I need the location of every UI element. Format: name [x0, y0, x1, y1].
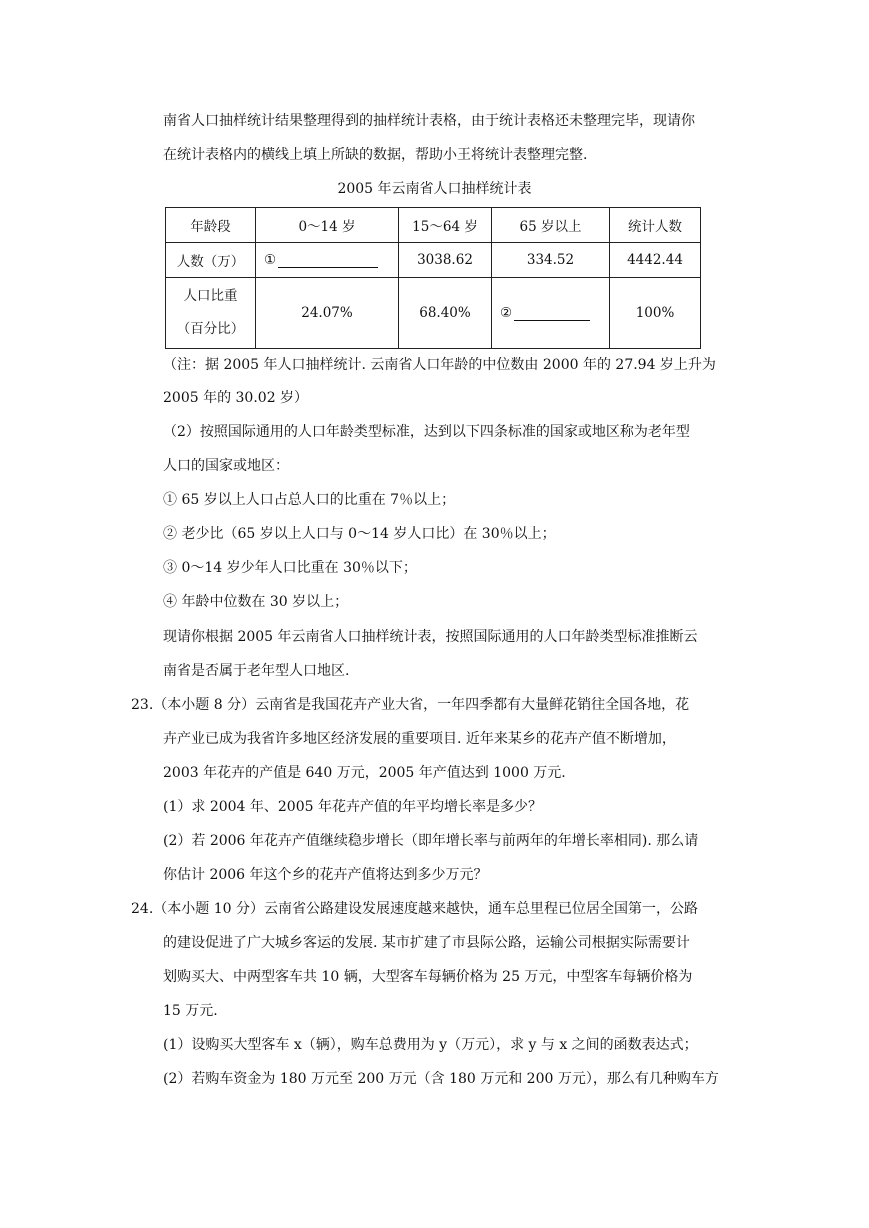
part2-line-1: （2）按照国际通用的人口年龄类型标准，达到以下四条标准的国家或地区称为老年型: [163, 424, 690, 440]
part2-ask-line-2: 南省是否属于老年型人口地区.: [163, 663, 350, 679]
header-0-14: 0～14 岁: [256, 208, 399, 243]
criterion-2: ② 老少比（65 岁以上人口与 0～14 岁人口比）在 30％以上；: [163, 526, 556, 542]
blank-mark-1: ①: [264, 252, 277, 268]
count-65-plus: 334.52: [492, 243, 610, 278]
q23-sub-2-line-1: (2）若 2006 年花卉产值继续稳步增长（即年增长率与前两年的年增长率相同). 那么请: [163, 833, 699, 849]
criterion-3: ③ 0～14 岁少年人口比重在 30％以下；: [163, 560, 417, 576]
header-total: 统计人数: [610, 208, 701, 243]
q23-line-2: 卉产业已成为我省许多地区经济发展的重要项目. 近年来某乡的花卉产值不断增加，: [163, 731, 676, 747]
blank-mark-2: ②: [500, 305, 513, 321]
blank-cell-1: [256, 243, 399, 278]
intro-line-1: 南省人口抽样统计结果整理得到的抽样统计表格，由于统计表格还未整理完毕，现请你: [163, 113, 695, 129]
q24-line-2: 的建设促进了广大城乡客运的发展. 某市扩建了市县际公路，运输公司根据实际需要计: [163, 935, 690, 951]
q23-sub-1: (1）求 2004 年、2005 年花卉产值的年平均增长率是多少？: [163, 799, 542, 815]
ratio-label-line-2: （百分比）: [176, 321, 245, 337]
header-15-64: 15～64 岁: [399, 208, 492, 243]
q24-sub-2: (2）若购车资金为 180 万元至 200 万元（含 180 万元和 200 万元），那么有几种购车方: [163, 1071, 719, 1087]
part2-line-2: 人口的国家或地区：: [163, 458, 289, 474]
fill-blank-1[interactable]: [278, 253, 378, 268]
note-line-2: 2005 年的 30.02 岁）: [163, 390, 309, 406]
count-total: 4442.44: [610, 243, 701, 278]
table-row-ratio: [166, 278, 701, 349]
criterion-1: ① 65 岁以上人口占总人口的比重在 7％以上；: [163, 492, 456, 508]
q24-line-1: 24.（本小题 10 分）云南省公路建设发展速度越来越快，通车总里程已位居全国第一，公路: [131, 901, 698, 917]
q24-line-3: 划购买大、中两型客车共 10 辆，大型客车每辆价格为 25 万元，中型客车每辆价格为: [163, 969, 693, 985]
blank-cell-2: [492, 278, 610, 349]
row-label-ratio: [166, 278, 256, 349]
q23-sub-2-line-2: 你估计 2006 年这个乡的花卉产值将达到多少万元？: [163, 867, 488, 883]
table-header-row: [166, 208, 701, 243]
ratio-total: 100%: [610, 278, 701, 349]
population-table: [165, 207, 701, 349]
intro-line-2: 在统计表格内的横线上填上所缺的数据，帮助小王将统计表整理完整.: [163, 147, 588, 163]
note-line-1: （注：据 2005 年人口抽样统计. 云南省人口年龄的中位数由 2000 年的 27.94 岁上升为: [163, 357, 716, 373]
fill-blank-2[interactable]: [514, 306, 590, 321]
ratio-0-14: 24.07%: [256, 278, 399, 349]
q23-line-3: 2003 年花卉的产值是 640 万元，2005 年产值达到 1000 万元.: [163, 765, 566, 781]
ratio-label-line-1: 人口比重: [183, 288, 238, 304]
table-row-count: [166, 243, 701, 278]
q23-line-1: 23.（本小题 8 分）云南省是我国花卉产业大省，一年四季都有大量鲜花销往全国各地，花: [131, 697, 690, 713]
q24-line-4: 15 万元.: [163, 1003, 218, 1019]
header-age-group: 年龄段: [166, 208, 256, 243]
ratio-15-64: 68.40%: [399, 278, 492, 349]
table-title: 2005 年云南省人口抽样统计表: [337, 181, 532, 197]
count-15-64: 3038.62: [399, 243, 492, 278]
criterion-4: ④ 年龄中位数在 30 岁以上；: [163, 594, 349, 610]
row-label-count: 人数（万）: [166, 243, 256, 278]
part2-ask-line-1: 现请你根据 2005 年云南省人口抽样统计表，按照国际通用的人口年龄类型标准推断云: [163, 629, 698, 645]
q24-sub-1: (1）设购买大型客车 x（辆），购车总费用为 y（万元），求 y 与 x 之间的函数表达式；: [163, 1037, 698, 1053]
header-65-plus: 65 岁以上: [492, 208, 610, 243]
